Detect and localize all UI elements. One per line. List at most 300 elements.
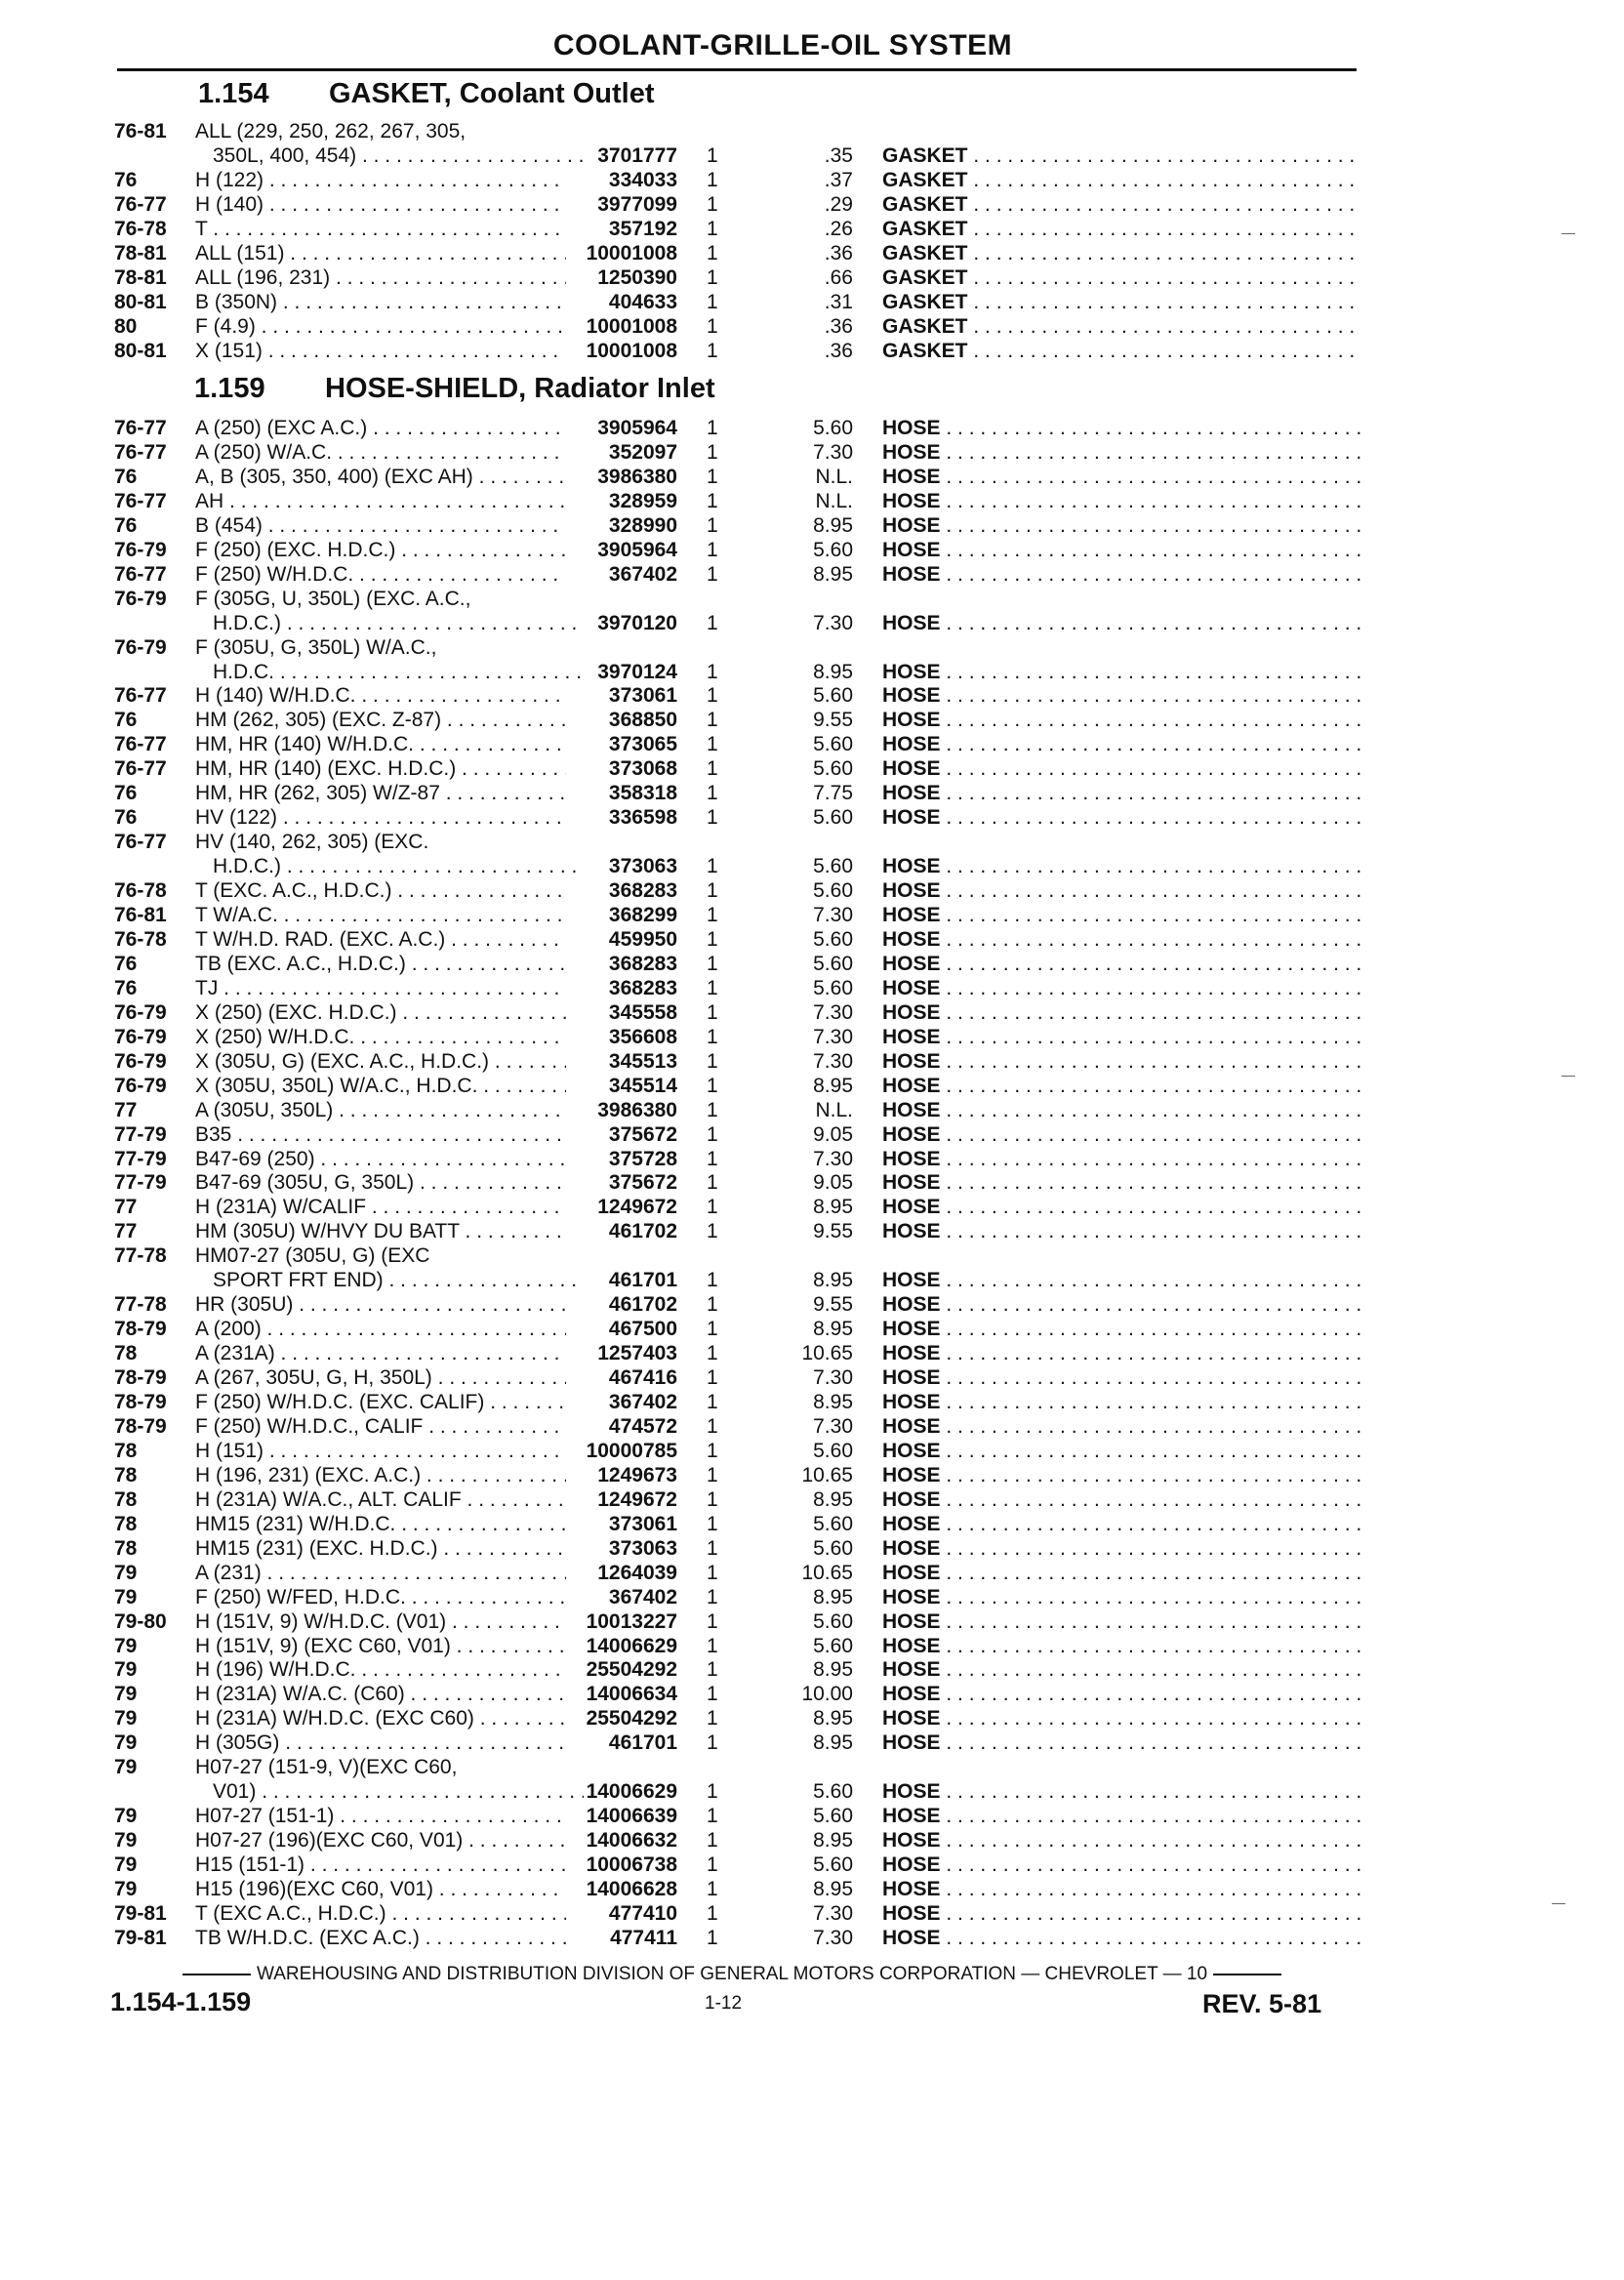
parts-row (0, 1657, 1624, 1683)
part-number: 14006639 (586, 1805, 677, 1828)
model-year: 76-77 (114, 440, 167, 464)
application-description: H (231A) W/H.D.C. (EXC C60) . . . (195, 1706, 566, 1731)
part-number: 461701 (608, 1269, 677, 1292)
application-description: HV (122) . . . (195, 805, 566, 831)
model-year: 77-79 (114, 1122, 167, 1146)
model-year: 79-81 (114, 1926, 167, 1949)
part-number: 1249672 (597, 1487, 677, 1511)
model-year: 76-79 (114, 1049, 167, 1073)
price: 7.30 (813, 1049, 853, 1073)
part-name: HOSE . . . (882, 562, 1360, 588)
part-number: 10000785 (586, 1439, 677, 1462)
quantity: 1 (707, 1074, 718, 1097)
footer-revision: REV. 5-81 (1202, 1989, 1322, 2018)
parts-row (0, 1439, 1624, 1464)
quantity: 1 (707, 1439, 718, 1462)
price: 5.60 (813, 1805, 853, 1828)
section-number: 1.159 (194, 373, 265, 404)
application-description: A (250) (EXC A.C.) . . . (195, 416, 566, 441)
parts-row (0, 1512, 1624, 1537)
quantity: 1 (707, 1391, 718, 1413)
parts-row (0, 217, 1624, 242)
part-number: 373068 (608, 757, 677, 781)
parts-row (0, 830, 1624, 855)
part-number: 14006634 (586, 1683, 677, 1706)
part-number: 3970124 (597, 660, 677, 683)
parts-row (0, 1730, 1624, 1756)
price: 9.05 (813, 1122, 853, 1146)
price: 8.95 (813, 1731, 853, 1755)
quantity: 1 (707, 1463, 718, 1486)
model-year: 76 (114, 465, 138, 488)
part-name: GASKET . . . (882, 143, 1360, 169)
part-name: HOSE . . . (882, 756, 1360, 782)
price: 5.60 (813, 733, 853, 756)
price: 9.55 (813, 709, 853, 732)
application-description: TB (EXC. A.C., H.D.C.) . . . (195, 952, 566, 977)
part-number: 10001008 (586, 339, 677, 362)
part-name: HOSE . . . (882, 1195, 1360, 1220)
parts-row (0, 1634, 1624, 1659)
price: N.L. (815, 465, 853, 488)
price: .36 (824, 339, 853, 362)
application-description: H (231A) W/CALIF . . . (195, 1195, 566, 1220)
parts-row (0, 440, 1624, 466)
application-description: V01) . . . (213, 1779, 584, 1805)
parts-row (0, 1365, 1624, 1391)
quantity: 1 (707, 562, 718, 586)
application-description: A (250) W/A.C. . . . (195, 440, 566, 466)
parts-row (0, 1901, 1624, 1927)
model-year: 79 (114, 1561, 138, 1584)
parts-row (0, 878, 1624, 904)
model-year: 76-81 (114, 120, 167, 142)
part-name: HOSE . . . (882, 1536, 1360, 1562)
quantity: 1 (707, 879, 718, 903)
price: 7.30 (813, 1025, 853, 1048)
application-description: H (196) W/H.D.C. . . . (195, 1657, 566, 1683)
parts-row (0, 1561, 1624, 1586)
application-description: A (231A) . . . (195, 1341, 566, 1366)
quantity: 1 (707, 1829, 718, 1852)
model-year: 76-77 (114, 192, 167, 216)
model-year: 79 (114, 1707, 138, 1730)
application-description: H15 (151-1) . . . (195, 1852, 566, 1878)
parts-row (0, 143, 1624, 169)
quantity: 1 (707, 1805, 718, 1828)
part-name: HOSE . . . (882, 1268, 1360, 1293)
part-name: HOSE . . . (882, 538, 1360, 563)
model-year: 78 (114, 1536, 138, 1560)
application-description: T (EXC. A.C., H.D.C.) . . . (195, 878, 566, 904)
quantity: 1 (707, 217, 718, 240)
part-name: HOSE . . . (882, 805, 1360, 831)
price: .31 (824, 290, 853, 313)
quantity: 1 (707, 1269, 718, 1292)
parts-row (0, 1074, 1624, 1099)
quantity: 1 (707, 1780, 718, 1804)
price: 7.30 (813, 1901, 853, 1925)
application-description: ALL (196, 231) . . . (195, 265, 566, 291)
model-year: 79-80 (114, 1609, 167, 1633)
parts-row (0, 1414, 1624, 1440)
application-description: H (151V, 9) (EXC C60, V01) . . . (195, 1634, 566, 1659)
parts-row (0, 587, 1624, 612)
parts-row (0, 1292, 1624, 1318)
part-number: 467416 (608, 1366, 677, 1390)
parts-row (0, 1147, 1624, 1172)
part-number: 367402 (608, 562, 677, 586)
part-number: 1264039 (597, 1561, 677, 1584)
model-year: 79 (114, 1853, 138, 1877)
price: 7.75 (813, 782, 853, 805)
part-name: HOSE . . . (882, 489, 1360, 514)
application-description: H (122) . . . (195, 168, 566, 193)
quantity: 1 (707, 513, 718, 537)
part-number: 1257403 (597, 1342, 677, 1365)
part-number: 3701777 (597, 143, 677, 167)
footer-section-range: 1.154-1.159 (110, 1987, 252, 2016)
application-description: HM (262, 305) (EXC. Z-87) . . . (195, 708, 566, 733)
application-description: HM15 (231) (EXC. H.D.C.) . . . (195, 1536, 566, 1562)
model-year: 78 (114, 1512, 138, 1535)
part-number: 3986380 (597, 465, 677, 488)
part-number: 367402 (608, 1391, 677, 1413)
model-year: 78 (114, 1463, 138, 1486)
application-description: ALL (151) . . . (195, 241, 566, 266)
quantity: 1 (707, 417, 718, 439)
application-description: A (305U, 350L) . . . (195, 1098, 566, 1123)
application-description: F (250) W/H.D.C. (EXC. CALIF) . . . (195, 1390, 566, 1415)
part-number: 14006629 (586, 1634, 677, 1657)
part-number: 373065 (608, 733, 677, 756)
parts-row (0, 611, 1624, 636)
parts-row (0, 1000, 1624, 1026)
application-description: H07-27 (151-9, V)(EXC C60, (195, 1756, 458, 1779)
quantity: 1 (707, 806, 718, 830)
quantity: 1 (707, 290, 718, 313)
price: N.L. (815, 1098, 853, 1121)
part-number: 3977099 (597, 192, 677, 216)
quantity: 1 (707, 489, 718, 512)
application-description: H.D.C. . . . (213, 660, 584, 685)
part-name: HOSE . . . (882, 611, 1360, 636)
parts-row (0, 976, 1624, 1001)
quantity: 1 (707, 1731, 718, 1755)
part-name: HOSE . . . (882, 1926, 1360, 1951)
parts-row (0, 660, 1624, 685)
price: 5.60 (813, 757, 853, 781)
price: .36 (824, 314, 853, 338)
quantity: 1 (707, 952, 718, 975)
margin-mark (1562, 233, 1575, 234)
quantity: 1 (707, 339, 718, 362)
price: 5.60 (813, 538, 853, 561)
quantity: 1 (707, 192, 718, 216)
part-name: GASKET . . . (882, 290, 1360, 315)
quantity: 1 (707, 684, 718, 708)
model-year: 76-79 (114, 1000, 167, 1024)
price: 7.30 (813, 1147, 853, 1170)
application-description: T W/A.C. . . . (195, 903, 566, 928)
quantity: 1 (707, 1707, 718, 1730)
part-name: HOSE . . . (882, 1487, 1360, 1513)
parts-row (0, 1122, 1624, 1148)
application-description: X (305U, G) (EXC. A.C., H.D.C.) . . . (195, 1049, 566, 1075)
parts-row (0, 119, 1624, 144)
part-number: 356608 (608, 1025, 677, 1048)
page-header (117, 29, 1357, 71)
parts-row (0, 1341, 1624, 1366)
part-number: 474572 (608, 1414, 677, 1438)
parts-row (0, 1926, 1624, 1951)
part-name: HOSE . . . (882, 1706, 1360, 1731)
model-year: 76-79 (114, 1025, 167, 1048)
part-number: 368299 (608, 904, 677, 926)
quantity: 1 (707, 927, 718, 951)
quantity: 1 (707, 1147, 718, 1170)
price: 5.60 (813, 1536, 853, 1560)
price: 7.30 (813, 611, 853, 634)
model-year: 76-79 (114, 1074, 167, 1097)
application-description: T W/H.D. RAD. (EXC. A.C.) . . . (195, 927, 566, 953)
quantity: 1 (707, 904, 718, 926)
parts-row (0, 635, 1624, 661)
price: 5.60 (813, 976, 853, 999)
model-year: 76-77 (114, 733, 167, 756)
application-description: H07-27 (151-1) . . . (195, 1804, 566, 1829)
part-number: 358318 (608, 782, 677, 805)
part-name: HOSE . . . (882, 1122, 1360, 1148)
quantity: 1 (707, 1171, 718, 1195)
model-year: 76 (114, 806, 138, 830)
part-name: HOSE . . . (882, 683, 1360, 709)
application-description: X (250) (EXC. H.D.C.) . . . (195, 1000, 566, 1026)
price: 10.65 (801, 1463, 853, 1486)
quantity: 1 (707, 1098, 718, 1121)
part-name: HOSE . . . (882, 1561, 1360, 1586)
price: 8.95 (813, 1487, 853, 1511)
parts-row (0, 1170, 1624, 1196)
part-name: HOSE . . . (882, 1730, 1360, 1756)
section-title-1159 (194, 373, 715, 405)
application-description: A, B (305, 350, 400) (EXC AH) . . . (195, 465, 566, 490)
part-number: 10001008 (586, 314, 677, 338)
part-number: 373061 (608, 684, 677, 708)
application-description: F (4.9) . . . (195, 314, 566, 340)
application-description: HM, HR (140) (EXC. H.D.C.) . . . (195, 756, 566, 782)
application-description: AH . . . (195, 489, 566, 514)
application-description: T (EXC A.C., H.D.C.) . . . (195, 1901, 566, 1927)
quantity: 1 (707, 1683, 718, 1706)
price: 8.95 (813, 1391, 853, 1413)
application-description: HM15 (231) W/H.D.C. . . . (195, 1512, 566, 1537)
part-name: HOSE . . . (882, 1390, 1360, 1415)
part-number: 459950 (608, 927, 677, 951)
part-name: GASKET . . . (882, 241, 1360, 266)
part-name: HOSE . . . (882, 1025, 1360, 1050)
parts-row (0, 562, 1624, 588)
part-number: 25504292 (586, 1658, 677, 1682)
part-name: HOSE . . . (882, 1414, 1360, 1440)
model-year: 76 (114, 513, 138, 537)
price: 5.60 (813, 952, 853, 975)
part-name: HOSE . . . (882, 1000, 1360, 1026)
price: 10.65 (801, 1561, 853, 1584)
model-year: 76-77 (114, 757, 167, 781)
part-name: HOSE . . . (882, 1463, 1360, 1488)
parts-row (0, 1804, 1624, 1829)
parts-row (0, 290, 1624, 315)
price: 8.95 (813, 1269, 853, 1292)
quantity: 1 (707, 1025, 718, 1048)
part-name: HOSE . . . (882, 513, 1360, 539)
application-description: 350L, 400, 454) . . . (213, 143, 584, 169)
parts-row (0, 1243, 1624, 1269)
quantity: 1 (707, 1318, 718, 1341)
price: 5.60 (813, 806, 853, 830)
application-description: A (267, 305U, G, H, 350L) . . . (195, 1365, 566, 1391)
price: 5.60 (813, 1512, 853, 1535)
parts-row (0, 1317, 1624, 1342)
application-description: H (231A) W/A.C., ALT. CALIF . . . (195, 1487, 566, 1513)
parts-row (0, 1877, 1624, 1902)
price: 9.55 (813, 1220, 853, 1243)
parts-row (0, 1487, 1624, 1513)
model-year: 80-81 (114, 290, 167, 313)
part-number: 3905964 (597, 538, 677, 561)
quantity: 1 (707, 1901, 718, 1925)
quantity: 1 (707, 1658, 718, 1682)
part-name: HOSE . . . (882, 1901, 1360, 1927)
part-name: HOSE . . . (882, 1292, 1360, 1318)
parts-row (0, 513, 1624, 539)
part-number: 461702 (608, 1220, 677, 1243)
part-name: HOSE . . . (882, 660, 1360, 685)
application-description: X (250) W/H.D.C. . . . (195, 1025, 566, 1050)
model-year: 80 (114, 314, 138, 338)
part-number: 14006628 (586, 1878, 677, 1900)
parts-row (0, 1025, 1624, 1050)
part-number: 461702 (608, 1293, 677, 1317)
price: 7.30 (813, 1414, 853, 1438)
part-number: 1250390 (597, 265, 677, 289)
part-name: HOSE . . . (882, 1585, 1360, 1610)
model-year: 79 (114, 1756, 138, 1779)
part-name: HOSE . . . (882, 1439, 1360, 1464)
parts-row (0, 708, 1624, 733)
price: 8.95 (813, 1829, 853, 1852)
part-number: 373063 (608, 1536, 677, 1560)
parts-row (0, 241, 1624, 266)
price: 5.60 (813, 1853, 853, 1877)
quantity: 1 (707, 855, 718, 878)
quantity: 1 (707, 1000, 718, 1024)
application-description: HM, HR (140) W/H.D.C. . . . (195, 732, 566, 757)
model-year: 76-79 (114, 635, 167, 659)
part-name: HOSE . . . (882, 976, 1360, 1001)
quantity: 1 (707, 1926, 718, 1949)
price: N.L. (815, 489, 853, 512)
part-name: HOSE . . . (882, 1512, 1360, 1537)
quantity: 1 (707, 265, 718, 289)
part-name: GASKET . . . (882, 217, 1360, 242)
price: 8.95 (813, 513, 853, 537)
parts-row (0, 1049, 1624, 1075)
quantity: 1 (707, 1634, 718, 1657)
model-year: 79 (114, 1585, 138, 1608)
part-number: 1249672 (597, 1196, 677, 1219)
parts-row (0, 805, 1624, 831)
parts-row (0, 314, 1624, 340)
part-name: HOSE . . . (882, 1682, 1360, 1707)
part-number: 336598 (608, 806, 677, 830)
margin-mark (1562, 1076, 1575, 1077)
price: 7.30 (813, 1000, 853, 1024)
parts-row (0, 1536, 1624, 1562)
application-description: HM (305U) W/HVY DU BATT . . . (195, 1219, 566, 1244)
model-year: 77-79 (114, 1147, 167, 1170)
model-year: 76-77 (114, 831, 167, 854)
quantity: 1 (707, 611, 718, 634)
parts-row (0, 854, 1624, 879)
parts-row (0, 1195, 1624, 1220)
application-description: A (231) . . . (195, 1561, 566, 1586)
part-number: 328959 (608, 489, 677, 512)
model-year: 78-79 (114, 1414, 167, 1438)
part-name: GASKET . . . (882, 265, 1360, 291)
quantity: 1 (707, 660, 718, 683)
parts-row (0, 1585, 1624, 1610)
application-description: HR (305U) . . . (195, 1292, 566, 1318)
application-description: F (250) W/FED, H.D.C. . . . (195, 1585, 566, 1610)
parts-row (0, 732, 1624, 757)
application-description: T . . . (195, 217, 566, 242)
part-name: HOSE . . . (882, 416, 1360, 441)
model-year: 79 (114, 1805, 138, 1828)
model-year: 76-78 (114, 217, 167, 240)
price: 5.60 (813, 684, 853, 708)
quantity: 1 (707, 1342, 718, 1365)
part-name: HOSE . . . (882, 1609, 1360, 1635)
application-description: X (151) . . . (195, 339, 566, 364)
application-description: H (231A) W/A.C. (C60) . . . (195, 1682, 566, 1707)
application-description: TJ . . . (195, 976, 566, 1001)
part-number: 3970120 (597, 611, 677, 634)
model-year: 76-78 (114, 879, 167, 903)
footer-division-line (117, 1962, 1347, 1987)
part-number: 345513 (608, 1049, 677, 1073)
part-number: 373061 (608, 1512, 677, 1535)
part-name: HOSE . . . (882, 1365, 1360, 1391)
price: 7.30 (813, 1366, 853, 1390)
application-description: F (250) (EXC. H.D.C.) . . . (195, 538, 566, 563)
part-name: HOSE . . . (882, 1098, 1360, 1123)
parts-row (0, 1682, 1624, 1707)
section-name: HOSE-SHIELD, Radiator Inlet (325, 373, 715, 404)
part-number: 10013227 (586, 1609, 677, 1633)
application-description: H (305G) . . . (195, 1730, 566, 1756)
price: 9.05 (813, 1171, 853, 1195)
application-description: F (250) W/H.D.C., CALIF . . . (195, 1414, 566, 1440)
quantity: 1 (707, 1487, 718, 1511)
part-number: 10006738 (586, 1853, 677, 1877)
price: 5.60 (813, 1439, 853, 1462)
parts-row (0, 1219, 1624, 1244)
model-year: 78-79 (114, 1366, 167, 1390)
price: 10.00 (801, 1683, 853, 1706)
parts-row (0, 339, 1624, 364)
